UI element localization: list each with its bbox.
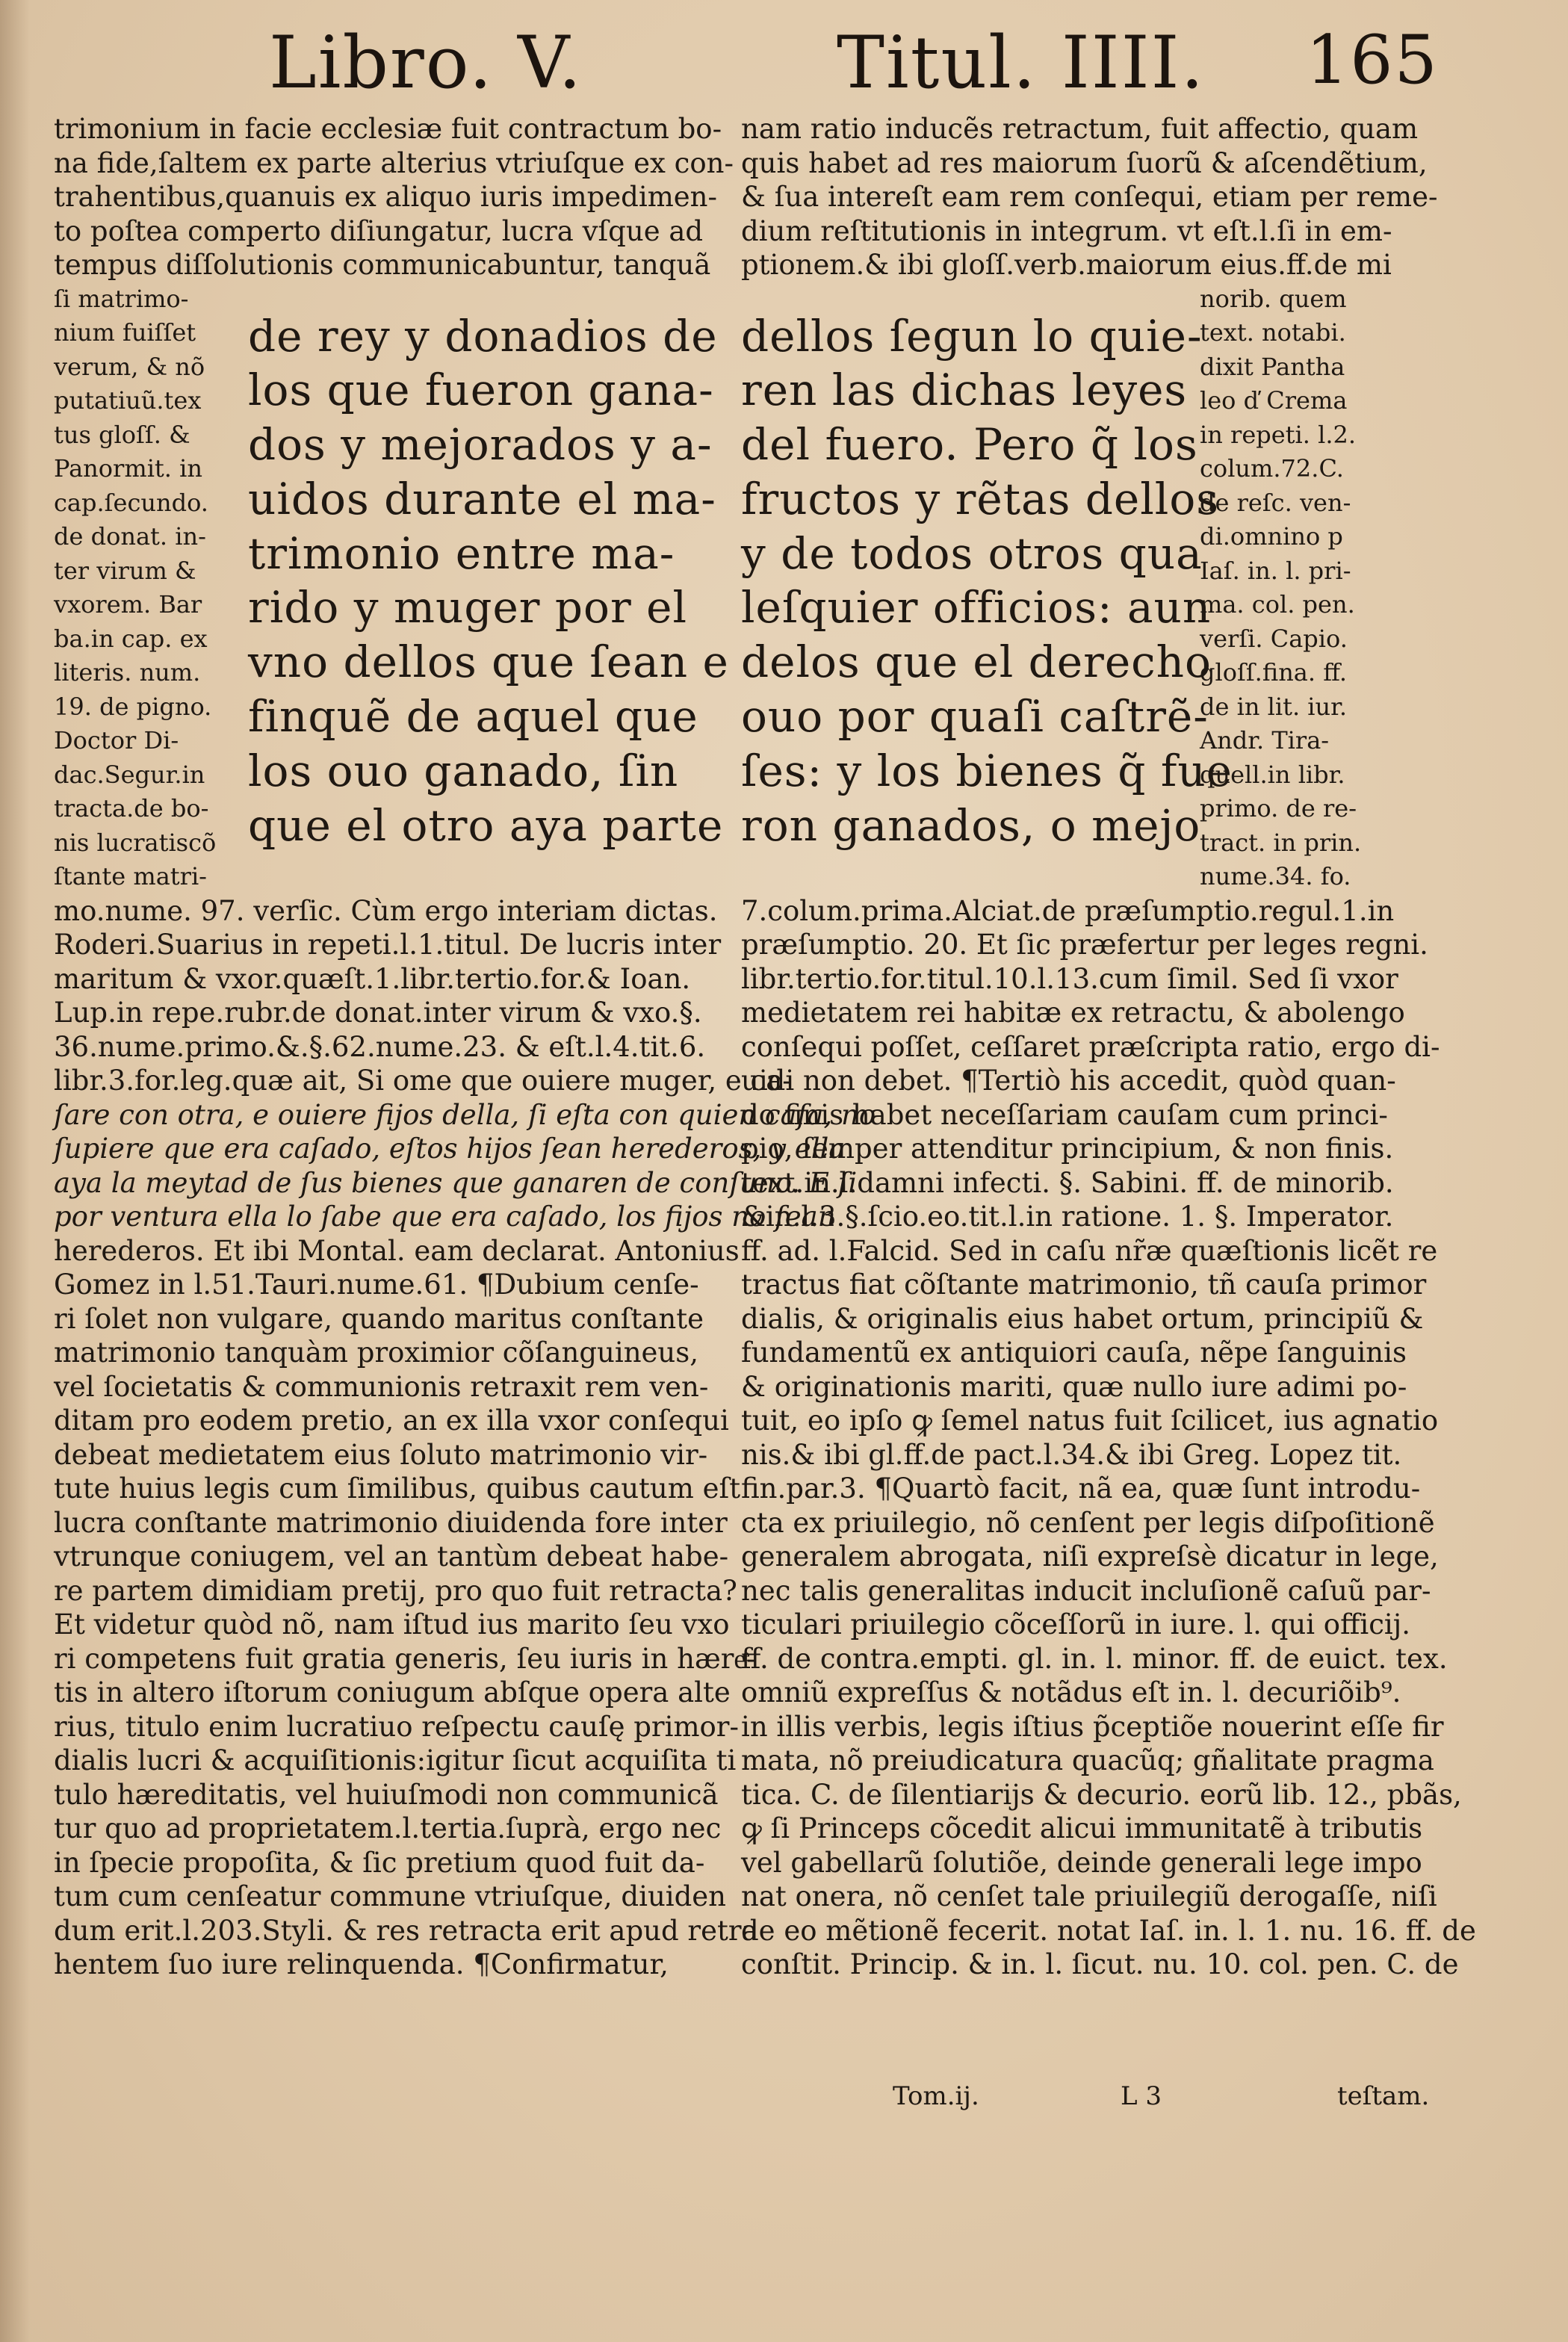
vernacular-line: finquẽ de aquel que xyxy=(248,691,698,743)
gloss-line: text. notabi. xyxy=(1200,318,1346,347)
text-line: tute huius legis cum ſimilibus, quibus cautum eſt xyxy=(54,1472,741,1505)
text-line: conſtit. Princip. & in. l. ſicut. nu. 10. col. pen. C. de xyxy=(741,1948,1459,1980)
gloss-line: verum, & nõ xyxy=(54,352,205,381)
vernacular-line: leſquier officios: aun xyxy=(741,582,1212,633)
binding-shadow xyxy=(0,0,30,2342)
gloss-line: norib. quem xyxy=(1200,284,1347,313)
text-line: uidi non debet. ¶Tertiò his accedit, quòd quan- xyxy=(741,1065,1396,1097)
text-line: herederos. Et ibi Montal. eam declarat. Antonius xyxy=(54,1234,740,1267)
vernacular-line: del fuero. Pero q̃ los xyxy=(741,419,1198,471)
vernacular-line: dellos ſegun lo quie- xyxy=(741,310,1203,362)
gloss-line: tract. in prin. xyxy=(1200,828,1362,857)
gloss-line: de reſc. ven- xyxy=(1200,488,1351,517)
text-line: tempus diſſolutionis communicabuntur, tanquã xyxy=(54,249,711,281)
text-line: tulo hæreditatis, vel huiuſmodi non communicã xyxy=(54,1778,719,1811)
running-head-title: Titul. IIII. xyxy=(837,21,1206,105)
gloss-line: de donat. in- xyxy=(54,522,206,551)
text-line: hentem ſuo iure relinquenda. ¶Confirmatur, xyxy=(54,1948,669,1980)
text-line: mo.nume. 97. verſic. Cùm ergo interiam dictas. xyxy=(54,894,718,927)
gloss-line: ma. col. pen. xyxy=(1200,590,1355,619)
text-line: 36.nume.primo.&.§.62.nume.23. & eſt.l.4.tit.6. xyxy=(54,1030,706,1063)
text-line: ditam pro eodem pretio, an ex illa vxor conſequi xyxy=(54,1404,729,1437)
left-top-text xyxy=(54,112,734,282)
text-line: tica. C. de ſilentiarijs & decurio. eorũ lib. 12., pbãs, xyxy=(741,1778,1462,1811)
right-middle-block xyxy=(741,282,1398,894)
gloss-line: cap.ſecundo. xyxy=(54,488,208,517)
gloss-line: Andr. Tira- xyxy=(1200,726,1330,755)
gloss-line: ter virum & xyxy=(54,556,196,585)
text-line: nam ratio inducẽs retractum, fuit affectio, quam xyxy=(741,113,1419,145)
left-bottom-text xyxy=(54,894,876,1982)
text-line: nat onera, nõ cenſet tale priuilegiũ derogaſſe, niſi xyxy=(741,1880,1437,1912)
text-line: conſequi poſſet, ceſſaret præſcripta ratio, ergo di- xyxy=(741,1030,1440,1063)
right-gloss-notes xyxy=(1200,282,1398,894)
gloss-line: nis lucratiscõ xyxy=(54,828,217,857)
text-line: tuit, eo ipſo ꝙ ſemel natus fuit ſcilicet, ius agnatio xyxy=(741,1404,1439,1437)
gloss-line: tracta.de bo- xyxy=(54,794,209,823)
vernacular-line: los ouo ganado, ſin xyxy=(248,745,679,796)
gloss-line: ſi matrimo- xyxy=(54,284,189,313)
gloss-line: dac.Segur.in xyxy=(54,760,205,789)
vernacular-line: ouo por quaſi caſtrẽ- xyxy=(741,691,1209,743)
text-line: & originationis mariti, quæ nullo iure adimi po- xyxy=(741,1370,1407,1403)
text-line: matrimonio tanquàm proximior cõſanguineus, xyxy=(54,1336,698,1369)
vernacular-line: de rey y donadios de xyxy=(248,310,718,362)
text-line: in ſpecie propoſita, & ſic pretium quod fuit da- xyxy=(54,1846,705,1879)
vernacular-line: uidos durante el ma- xyxy=(248,473,716,524)
left-gloss-notes xyxy=(54,282,248,894)
text-line: do finis habet neceſſariam cauſam cum princi- xyxy=(741,1098,1388,1131)
catchword: teſtam. xyxy=(1337,2081,1430,2111)
text-line: Lup.in repe.rubr.de donat.inter virum & vxo.§. xyxy=(54,997,702,1029)
text-line: re partem dimidiam pretij, pro quo fuit retracta? xyxy=(54,1574,737,1607)
left-middle-block xyxy=(54,282,729,894)
text-line: text.in.l.damni infecti. §. Sabini. ff. de minorib. xyxy=(741,1166,1394,1199)
text-line: trahentibus,quanuis ex aliquo iuris impedimen- xyxy=(54,181,718,213)
gloss-line: nium fuiſſet xyxy=(54,318,196,347)
text-line: vtrunque coniugem, vel an tantùm debeat habe- xyxy=(54,1540,729,1573)
gloss-line: 19. de pigno. xyxy=(54,692,212,721)
text-line: trimonium in facie ecclesiæ fuit contractum bo- xyxy=(54,113,722,145)
text-line: ri ſolet non vulgare, quando maritus conſtante xyxy=(54,1302,704,1335)
text-line: fundamentũ ex antiquiori cauſa, nẽpe ſanguinis xyxy=(741,1336,1407,1369)
gloss-line: colum.72.C. xyxy=(1200,454,1344,483)
vernacular-line: delos que el derecho xyxy=(741,636,1212,688)
gloss-line: di.omnino p xyxy=(1200,522,1343,551)
signature-mark: Tom.ij. xyxy=(893,2081,979,2111)
gloss-line: ſtante matri- xyxy=(54,862,207,890)
vernacular-line: rido y muger por el xyxy=(248,582,688,633)
text-line: rius, titulo enim lucratiuo reſpectu cauſę primor- xyxy=(54,1710,739,1743)
vernacular-line: los que fueron gana- xyxy=(248,365,714,416)
text-line: pio, ſemper attenditur principium, & non finis. xyxy=(741,1133,1394,1165)
vernacular-line: ron ganados, o mejo xyxy=(741,799,1201,851)
gloss-line: de in lit. iur. xyxy=(1200,692,1348,721)
text-line: omniũ expreſſus & notãdus eſt in. l. decuriõib⁹. xyxy=(741,1676,1401,1709)
text-line: quis habet ad res maiorum ſuorũ & aſcendẽtium, xyxy=(741,146,1428,179)
vernacular-line: fructos y rẽtas dellos xyxy=(741,473,1220,524)
text-line: tractus fiat cõſtante matrimonio, tñ cauſa primor xyxy=(741,1268,1427,1301)
gloss-line: nume.34. fo. xyxy=(1200,862,1351,890)
text-line: na fide,ſaltem ex parte alterius vtriuſque ex con- xyxy=(54,146,734,179)
gloss-line: in repeti. l.2. xyxy=(1200,420,1357,449)
text-line: dialis, & originalis eius habet ortum, principiũ & xyxy=(741,1302,1424,1335)
text-line: debeat medietatem eius ſoluto matrimonio vir- xyxy=(54,1438,708,1471)
text-line-italic: ſare con otra, e ouiere fijos della, ſi eſta con quien caſa, no xyxy=(54,1098,876,1131)
gloss-line: quell.in libr. xyxy=(1200,760,1345,789)
text-line: 7.colum.prima.Alciat.de præſumptio.regul.1.in xyxy=(741,894,1395,927)
gloss-line: vxorem. Bar xyxy=(54,590,202,619)
text-line: nec talis generalitas inducit incluſionẽ caſuũ par- xyxy=(741,1574,1431,1607)
left-column xyxy=(54,112,876,1982)
vernacular-line: trimonio entre ma- xyxy=(248,527,675,579)
text-line: ptionem.& ibi gloſſ.verb.maiorum eius.ff.de mi xyxy=(741,249,1392,281)
text-line: medietatem rei habitæ ex retractu, & abolengo xyxy=(741,997,1405,1029)
text-line: cta ex priuilegio, nõ cenſent per legis diſpoſitionẽ xyxy=(741,1506,1435,1539)
text-line: ꝙ ſi Princeps cõcedit alicui immunitatẽ à tributis xyxy=(741,1812,1423,1844)
text-line: nis.& ibi gl.ff.de pact.l.34.& ibi Greg. Lopez tit. xyxy=(741,1438,1402,1471)
text-line: Et videtur quòd nõ, nam iſtud ius marito ſeu vxo xyxy=(54,1608,730,1641)
text-line: libr.tertio.for.titul.10.l.13.cum ſimil. Sed ſi vxor xyxy=(741,962,1398,995)
text-line: tum cum cenſeatur commune vtriuſque, diuiden xyxy=(54,1880,727,1912)
gloss-line: Doctor Di- xyxy=(54,726,179,755)
quire-mark: L 3 xyxy=(1121,2081,1162,2111)
gloss-line: Iaſ. in. l. pri- xyxy=(1200,556,1351,585)
right-top-text xyxy=(741,112,1438,282)
left-vernacular-text xyxy=(248,282,729,894)
text-line: fin.par.3. ¶Quartò facit, nã ea, quæ ſunt introdu- xyxy=(741,1472,1421,1505)
text-line: vel ſocietatis & communionis retraxit rem ven- xyxy=(54,1370,709,1403)
text-line: tur quo ad proprietatem.l.tertia.ſuprà, ergo nec xyxy=(54,1812,722,1844)
right-column xyxy=(741,112,1476,1982)
text-line: de eo mẽtionẽ fecerit. notat Iaſ. in. l. 1. nu. 16. ff. de xyxy=(741,1914,1476,1947)
vernacular-line: y de todos otros qua xyxy=(741,527,1203,579)
page-number: 165 xyxy=(1306,21,1439,99)
gloss-line: Panormit. in xyxy=(54,454,202,483)
text-line: in illis verbis, legis iſtius p̃ceptiõe nouerint eſſe fir xyxy=(741,1710,1444,1743)
vernacular-line: ſes: y los bienes q̃ fue xyxy=(741,745,1233,796)
vernacular-line: que el otro aya parte xyxy=(248,799,724,851)
text-line: dialis lucri & acquiſitionis:igitur ſicut acquiſita ti xyxy=(54,1744,737,1776)
text-line: maritum & vxor.quæſt.1.libr.tertio.for.& Ioan. xyxy=(54,962,691,995)
text-line: Gomez in l.51.Tauri.nume.61. ¶Dubium cenſe- xyxy=(54,1268,699,1301)
gloss-line: dixit Pantha xyxy=(1200,352,1345,381)
text-line-italic: ſupiere que era caſado, eſtos hijos ſean herederos, y ella xyxy=(54,1133,846,1165)
gloss-line: ba.in cap. ex xyxy=(54,624,208,653)
right-bottom-text xyxy=(741,894,1476,1982)
text-line: ff. ad. l.Falcid. Sed in caſu nr̃æ quæſtionis licẽt re xyxy=(741,1234,1438,1267)
gloss-line: primo. de re- xyxy=(1200,794,1357,823)
gloss-line: verſi. Capio. xyxy=(1200,624,1348,653)
gloss-line: leo ď Crema xyxy=(1200,386,1348,415)
gloss-line: gloſſ.fina. ff. xyxy=(1200,658,1347,687)
text-line: ticulari priuilegio cõceſſorũ in iure. l. qui officij. xyxy=(741,1608,1410,1641)
right-vernacular-text xyxy=(741,282,1233,894)
text-line: præſumptio. 20. Et ſic præfertur per leges regni. xyxy=(741,929,1428,961)
gloss-line: putatiuũ.tex xyxy=(54,386,202,415)
text-line: lucra conſtante matrimonio diuidenda fore inter xyxy=(54,1506,728,1539)
vernacular-line: dos y mejorados y a- xyxy=(248,419,713,471)
text-line: ff. de contra.empti. gl. in. l. minor. ff. de euict. tex. xyxy=(741,1642,1448,1675)
text-line-italic: aya la meytad de ſus bienes que ganaren de conſuno. E ſi xyxy=(54,1166,858,1199)
text-line: Roderi.Suarius in repeti.l.1.titul. De lucris inter xyxy=(54,929,722,961)
text-line: mata, nõ preiudicatura quacũq; gñalitate pragma xyxy=(741,1744,1434,1776)
text-line: ri competens fuit gratia generis, ſeu iuris in hæreͤ- xyxy=(54,1642,756,1675)
text-line: &in.l.3.§.ſcio.eo.tit.l.in ratione. 1. §. Imperator. xyxy=(741,1201,1394,1233)
vernacular-line: vno dellos que ſean e xyxy=(248,636,729,688)
text-line: generalem abrogata, niſi expreſsè dicatur in lege, xyxy=(741,1540,1439,1573)
text-line: tis in altero iſtorum coniugum abſque opera alte xyxy=(54,1676,731,1709)
text-line: dum erit.l.203.Styli. & res retracta erit apud retra xyxy=(54,1914,758,1947)
text-line: libr.3.for.leg.quæ ait, Si ome que ouiere muger, e ca- xyxy=(54,1065,792,1097)
text-line: & ſua intereſt eam rem conſequi, etiam per reme- xyxy=(741,181,1438,213)
text-line: to poſtea comperto diſiungatur, lucra vſque ad xyxy=(54,214,704,247)
text-line-italic: por ventura ella lo ſabe que era caſado, los fijos no ſean xyxy=(54,1201,836,1233)
gloss-line: tus gloſſ. & xyxy=(54,420,190,449)
gloss-line: literis. num. xyxy=(54,658,201,687)
text-line: dium reſtitutionis in integrum. vt eſt.l.ſi in em- xyxy=(741,214,1392,247)
vernacular-line: ren las dichas leyes xyxy=(741,365,1188,416)
text-line: vel gabellarũ ſolutiõe, deinde generali lege impo xyxy=(741,1846,1422,1879)
running-head-book: Libro. V. xyxy=(269,21,583,105)
